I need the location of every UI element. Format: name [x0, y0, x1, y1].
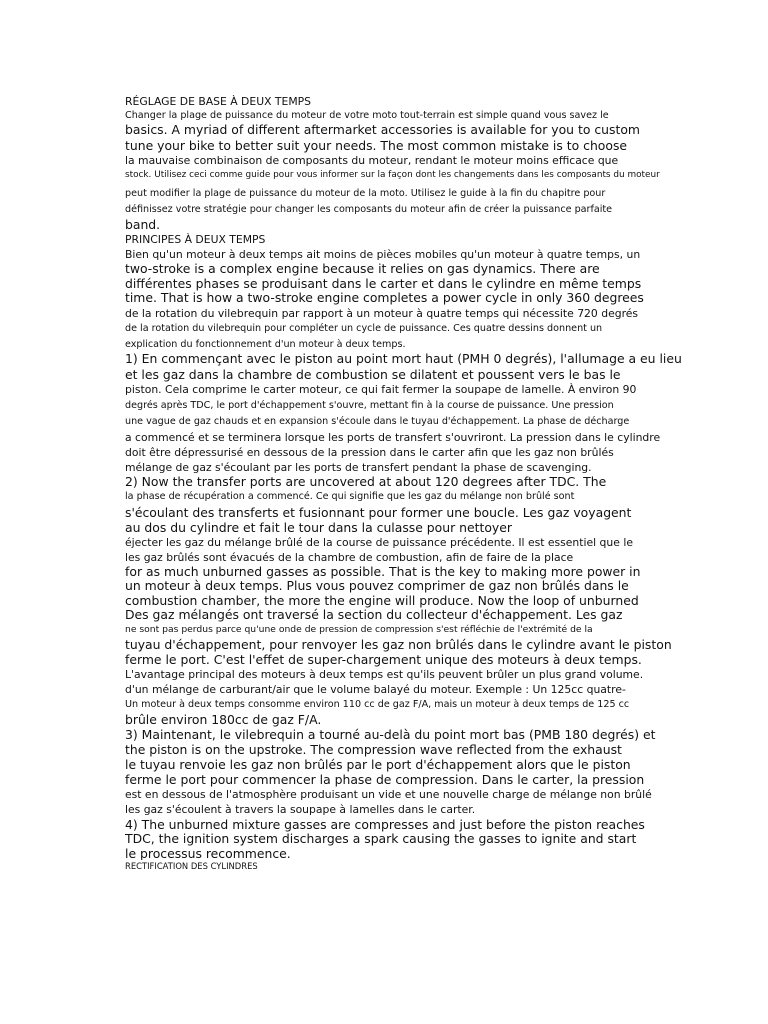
text-line: Changer la plage de puissance du moteur de votre moto tout-terrain est simple quand vous savez le	[125, 110, 609, 121]
text-line: explication du fonctionnement d'un moteur à deux temps.	[125, 339, 406, 350]
text-line: L'avantage principal des moteurs à deux temps est qu'ils peuvent brûler un plus grand volume.	[125, 668, 644, 681]
text-line: d'un mélange de carburant/air que le volume balayé du moteur. Exemple : Un 125cc quatre-	[125, 683, 626, 696]
text-line: mélange de gaz s'écoulant par les ports de transfert pendant la phase de scavenging.	[125, 460, 592, 474]
text-line: de la rotation du vilebrequin pour compléter un cycle de puissance. Ces quatre dessins donnent un	[125, 323, 603, 334]
text-line: band.	[125, 217, 161, 232]
text-line: est en dessous de l'atmosphère produisant un vide et une nouvelle charge de mélange non brûlé	[125, 788, 652, 801]
text-line: tune your bike to better suit your needs. The most common mistake is to choose	[125, 138, 628, 153]
text-line: Un moteur à deux temps consomme environ 110 cc de gaz F/A, mais un moteur à deux temps de 125 cc	[125, 699, 630, 710]
text-line: piston. Cela comprime le carter moteur, ce qui fait fermer la soupape de lamelle. À environ 90	[125, 383, 637, 396]
text-line: les gaz s'écoulent à travers la soupape à lamelles dans le carter.	[125, 803, 476, 816]
text-line: ferme le port. C'est l'effet de super-chargement unique des moteurs à deux temps.	[125, 652, 642, 667]
text-line: ne sont pas perdus parce qu'une onde de pression de compression s'est réfléchie de l'extrémité de la	[125, 624, 593, 635]
text-line: basics. A myriad of different aftermarket accessories is available for you to custom	[125, 123, 640, 137]
text-line: ferme le port pour commencer la phase de compression. Dans le carter, la pression	[125, 772, 645, 787]
text-line: combustion chamber, the more the engine will produce. Now the loop of unburned	[125, 593, 639, 608]
text-line: time. That is how a two-stroke engine completes a power cycle in only 360 degrees	[125, 291, 644, 305]
text-line: Bien qu'un moteur à deux temps ait moins de pièces mobiles qu'un moteur à quatre temps, un	[125, 248, 641, 261]
text-line: définissez votre stratégie pour changer les composants du moteur afin de créer la puissance parfaite	[125, 204, 613, 215]
text-line: les gaz brûlés sont évacués de la chambre de combustion, afin de faire de la place	[125, 550, 574, 564]
text-line: le tuyau renvoie les gaz non brûlés par le port d'échappement alors que le piston	[125, 757, 631, 772]
text-line: s'écoulant des transferts et fusionnant pour former une boucle. Les gaz voyagent	[125, 506, 632, 520]
text-line: 4) The unburned mixture gasses are compresses and just before the piston reaches	[125, 817, 645, 832]
text-line: une vague de gaz chauds et en expansion s'écoule dans le tuyau d'échappement. La phase de décharge	[125, 415, 630, 427]
heading-reglage: RÉGLAGE DE BASE À DEUX TEMPS	[125, 95, 312, 108]
text-line: 1) En commençant avec le piston au point mort haut (PMH 0 degrés), l'allumage a eu lieu	[125, 352, 682, 366]
text-line: peut modifier la plage de puissance du moteur de la moto. Utilisez le guide à la fin du chapitre pour	[125, 187, 606, 199]
heading-principes: PRINCIPES À DEUX TEMPS	[125, 233, 266, 246]
text-line: au dos du cylindre et fait le tour dans la culasse pour nettoyer	[125, 520, 512, 535]
text-line: two-stroke is a complex engine because it relies on gas dynamics. There are	[125, 262, 600, 276]
document-body	[125, 94, 725, 872]
text-line: éjecter les gaz du mélange brûlé de la course de puissance précédente. Il est essentiel que le	[125, 535, 633, 549]
text-line: tuyau d'échappement, pour renvoyer les gaz non brûlés dans le cylindre avant le piston	[125, 638, 672, 652]
text-line: a commencé et se terminera lorsque les ports de transfert s'ouvriront. La pression dans le cylindre	[125, 430, 661, 444]
text-line: 3) Maintenant, le vilebrequin a tourné au-delà du point mort bas (PMB 180 degrés) et	[125, 727, 656, 742]
text-line: la phase de récupération a commencé. Ce qui signifie que les gaz du mélange non brûlé sont	[125, 491, 575, 502]
text-line: et les gaz dans la chambre de combustion se dilatent et poussent vers le bas le	[125, 367, 621, 382]
text-line: un moteur à deux temps. Plus vous pouvez comprimer de gaz non brûlés dans le	[125, 579, 629, 593]
heading-rectification: RECTIFICATION DES CYLINDRES	[125, 860, 258, 871]
text-line: de la rotation du vilebrequin par rapport à un moteur à quatre temps qui nécessite 720 degrés	[125, 306, 639, 320]
text-line: degrés après TDC, le port d'échappement s'ouvre, mettant fin à la course de puissance. Une pression	[125, 399, 614, 411]
text-line: the piston is on the upstroke. The compression wave reflected from the exhaust	[125, 742, 622, 757]
text-line: la mauvaise combinaison de composants du moteur, rendant le moteur moins efficace que	[125, 153, 619, 167]
text-line: for as much unburned gasses as possible. That is the key to making more power in	[125, 564, 641, 579]
text-line: différentes phases se produisant dans le carter et dans le cylindre en même temps	[125, 276, 642, 291]
text-line: doit être dépressurisé en dessous de la pression dans le carter afin que les gaz non brûlés	[125, 445, 614, 459]
text-line: le processus recommence.	[125, 846, 291, 860]
text-line: TDC, the ignition system discharges a spark causing the gasses to ignite and start	[125, 832, 637, 846]
text-line: brûle environ 180cc de gaz F/A.	[125, 713, 322, 727]
text-line: stock. Utilisez ceci comme guide pour vous informer sur la façon dont les changements dans les composants du moteur	[125, 169, 660, 180]
text-line: 2) Now the transfer ports are uncovered at about 120 degrees after TDC. The	[125, 474, 607, 489]
text-line: Des gaz mélangés ont traversé la section du collecteur d'échappement. Les gaz	[125, 608, 623, 622]
